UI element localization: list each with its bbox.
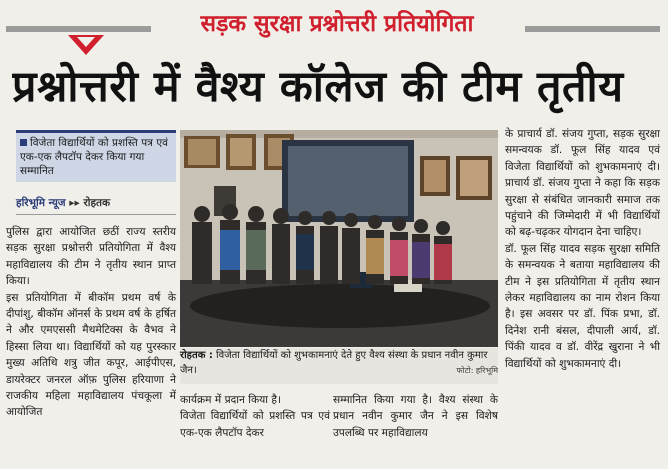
- deck-box: [16, 130, 176, 182]
- byline: [16, 196, 176, 210]
- paragraph: सम्मानित किया गया है। वैश्य संस्था के प्रधान नवीन कुमार जैन ने इस विशेष उपलब्धि पर महाविद्यालय: [333, 394, 498, 439]
- kicker-rule-right: [525, 26, 660, 32]
- caption-label: रोहतक :: [180, 350, 213, 361]
- byline-separator: ▸▸: [69, 197, 80, 209]
- kicker-rule-left: [6, 26, 151, 32]
- group-photo-illustration: [180, 130, 498, 347]
- photo-caption: [180, 348, 498, 384]
- byline-brand: हरिभूमि न्यूज: [16, 197, 66, 209]
- paragraph: कार्यक्रम में प्रदान किया है।: [180, 394, 281, 406]
- article-column-1: [6, 224, 176, 421]
- paragraph: विजेता विद्यार्थियों को प्रशस्ति पत्र एवं एक-एक लैपटॉप देकर: [180, 410, 330, 439]
- bullet-square-icon: [20, 139, 27, 146]
- article-column-4: [505, 126, 660, 372]
- deck-text: विजेता विद्यार्थियों को प्रशस्ति पत्र एवं एक-एक लैपटॉप देकर किया गया सम्मानित: [20, 137, 168, 177]
- article-column-3: [333, 392, 498, 441]
- paragraph: डॉ. फूल सिंह यादव सड़क सुरक्षा समिति के समन्वयक ने बताया महाविद्यालय की टीम ने इस प्रतियोगिता में तृतीय स्थान लेकर महाविद्यालय का नाम रोशन किया है। इस अवसर पर डॉ. पिंक प्रभा, डॉ. दिनेश रानी बंसल, दीपाली आर्य, डॉ. पिंकी यादव व डॉ. वीरेंद्र खुराना ने भी विद्यार्थियों को शुभकामनाएं दी।: [505, 242, 660, 370]
- byline-rule: [16, 214, 176, 215]
- headline: प्रश्नोत्तरी में वैश्य कॉलेज की टीम तृतीय: [12, 62, 624, 112]
- caption-text: विजेता विद्यार्थियों को शुभकामनाएं देते हुए वैश्य संस्था के प्रधान नवीन कुमार जैन।: [180, 350, 488, 376]
- photo-credit: फोटो: हरिभूमि: [456, 366, 498, 375]
- paragraph: इस प्रतियोगिता में बीकॉम प्रथम वर्ष के दीपांशु, बीकॉम ऑनर्स के प्रथम वर्ष के हर्षित ने और एमएससी मैथमेटिक्स के वैभव ने हिस्सा लिया था। विद्यार्थियों को यह पुरस्कार मुख्य अतिथि शत्रु जीत कपूर, आईपीएस, डायरेक्टर जनरल ऑफ़ पुलिस हरियाणा ने राजकीय महिला महाविद्यालय पंचकूला में आयोजित: [6, 291, 176, 419]
- news-photo: [180, 130, 498, 347]
- article-column-2: [180, 392, 330, 441]
- paragraph: पुलिस द्वारा आयोजित छठीं राज्य स्तरीय सड़क सुरक्षा प्रश्नोत्तरी प्रतियोगिता में वैश्य महाविद्यालय की टीम ने तृतीय स्थान प्राप्त किया।: [6, 226, 176, 288]
- byline-place: रोहतक: [83, 197, 111, 209]
- paragraph: के प्राचार्य डॉ. संजय गुप्ता, सड़क सुरक्षा समन्वयक डॉ. फूल सिंह यादव एवं विजेता विद्यार्थियों को शुभकामनाएं दी। प्राचार्य डॉ. संजय गुप्ता ने कहा कि सड़क सुरक्षा से संबंधित जानकारी समाज तक पहुंचाने की जिम्मेदारी में भी विद्यार्थियों को बढ़-चढ़कर योगदान देना चाहिए।: [505, 128, 660, 239]
- kicker-title: सड़क सुरक्षा प्रश्नोत्तरी प्रतियोगिता: [200, 11, 474, 37]
